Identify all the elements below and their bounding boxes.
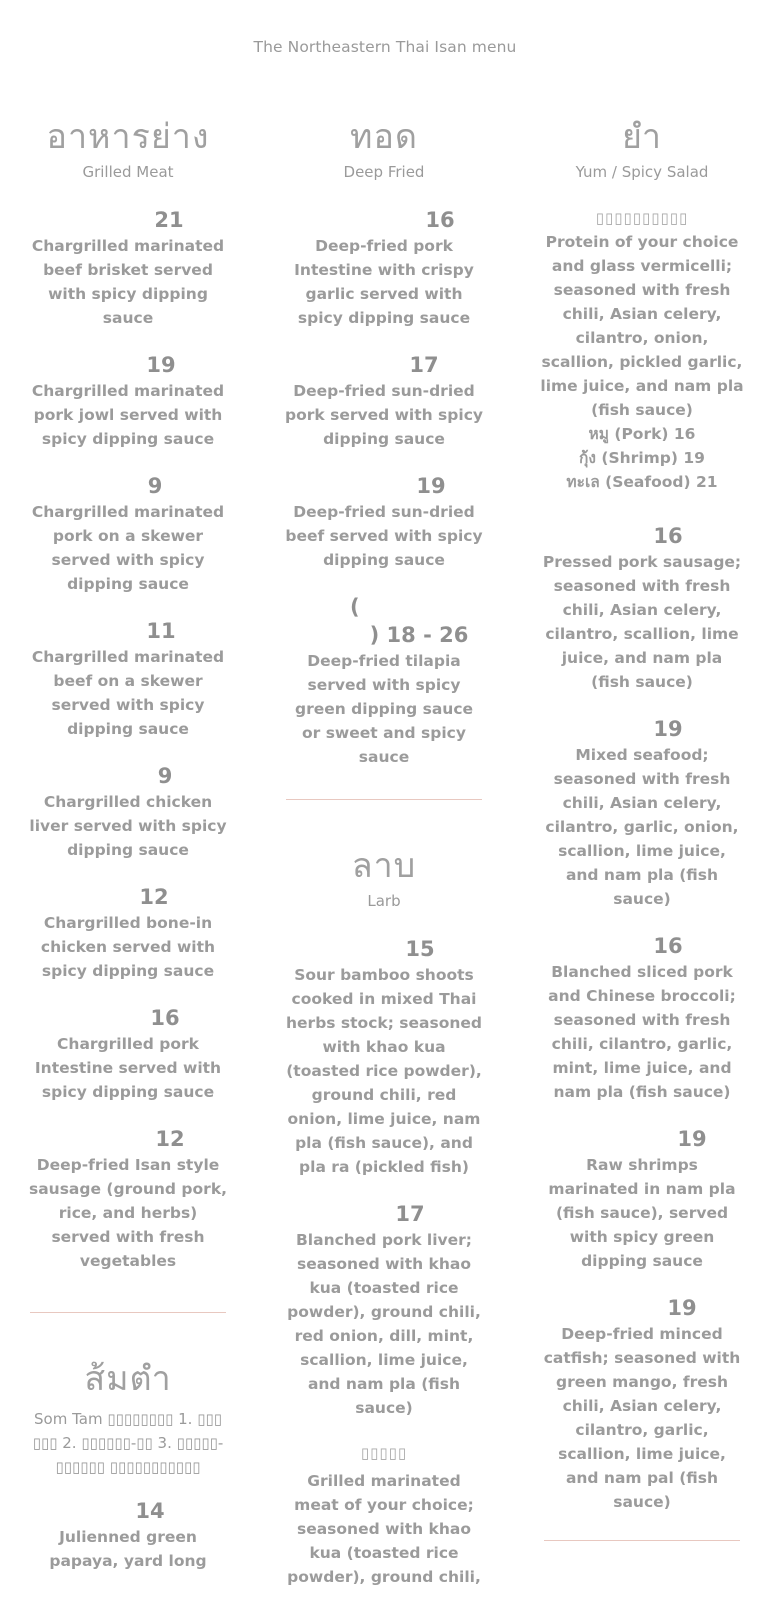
item-variant: ทะเล (Seafood) 21 [566,473,718,491]
menu-item [284,351,484,451]
item-price: 16 [150,1006,180,1030]
category-thai-title: ส้มตำ [84,1359,172,1399]
item-description: Blanched pork liver; seasoned with khao kua (toasted rice powder), ground chili, red onion, dill, mint, scallion, lime juice, and nam pla (fish sauce) [287,1231,481,1417]
menu-item [28,1497,228,1573]
item-price: 17 [409,353,439,377]
item-price: 19 [146,353,176,377]
menu-item [28,351,228,451]
item-price: 9 [157,764,173,788]
category-title: Deep Fried [343,163,425,181]
item-thai-name: ▯▯▯▯▯▯▯▯▯▯ [595,209,689,227]
item-price: 11 [146,619,176,643]
category-subtitle: Som Tam ▯▯▯▯▯▯▯▯ 1. ▯▯▯ ▯▯▯ 2. ▯▯▯▯▯▯-▯▯ 3. ▯▯▯▯▯-▯▯▯▯▯▯ ▯▯▯▯▯▯▯▯▯▯▯ [32,1410,224,1476]
item-description: Chargrilled marinated beef brisket served with spicy dipping sauce [31,237,225,327]
item-description: Sour bamboo shoots cooked in mixed Thai herbs stock; seasoned with khao kua (toasted rice powder), ground chili, red onion, lime juice, nam pla (fish sauce), and pla ra (pickled fish) [286,966,482,1176]
item-price: ) 18 - 26 [369,623,469,647]
menu-item [28,206,228,330]
item-description: Deep-fried pork Intestine with crispy garlic served with spicy dipping sauce [294,237,474,327]
item-description: Chargrilled marinated pork jowl served with spicy dipping sauce [31,382,225,448]
item-description: Deep-fried sun-dried pork served with spicy dipping sauce [285,382,483,448]
item-price: 19 [667,1296,697,1320]
item-description: Chargrilled pork Intestine served with spicy dipping sauce [34,1035,222,1101]
item-price: 16 [653,934,683,958]
item-price: 12 [139,885,169,909]
category-title: Yum / Spicy Salad [575,163,709,181]
menu-item [284,935,484,1179]
item-description: Chargrilled chicken liver served with spicy dipping sauce [29,793,227,859]
category-title: Grilled Meat [82,163,174,181]
item-price: 15 [405,937,435,961]
menu-item [28,762,228,862]
menu-item [540,522,744,694]
menu-item [284,1441,484,1589]
item-description: Deep-fried sun-dried beef served with spicy dipping sauce [285,503,483,569]
item-price: 21 [154,208,184,232]
item-description: Chargrilled bone-in chicken served with spicy dipping sauce [40,914,216,980]
category-thai-title: ยำ [621,117,662,157]
item-price: 14 [135,1499,165,1523]
item-variant: กุ้ง (Shrimp) 19 [579,449,705,467]
item-description: Julienned green papaya, yard long [49,1528,207,1570]
section-divider [30,1312,226,1313]
menu-item [284,593,484,769]
menu-item [28,1004,228,1104]
item-price: 19 [677,1127,707,1151]
item-description: Chargrilled marinated beef on a skewer served with spicy dipping sauce [31,648,225,738]
menu-item [284,472,484,572]
item-description: Chargrilled marinated pork on a skewer served with spicy dipping sauce [31,503,225,593]
item-price: 17 [395,1202,425,1226]
page-title: The Northeastern Thai Isan menu [253,38,517,56]
item-description: Mixed seafood; seasoned with fresh chili, Asian celery, cilantro, garlic, onion, scallion, lime juice, and nam pla (fish sauce) [545,746,739,908]
item-description: Blanched sliced pork and Chinese broccoli; seasoned with fresh chili, cilantro, garlic, mint, lime juice, and nam pla (fish sauce) [548,963,736,1101]
item-description: Deep-fried minced catfish; seasoned with green mango, fresh chili, Asian celery, cilantro, garlic, scallion, lime juice, and nam pal (fish sauce) [543,1325,741,1511]
category-thai-title: ลาบ [351,846,417,886]
menu-item [540,1125,744,1273]
item-price: 16 [653,524,683,548]
item-description: Pressed pork sausage; seasoned with fresh chili, Asian celery, cilantro, scallion, lime juice, and nam pla (fish sauce) [542,553,742,691]
category-title: Larb [367,892,401,910]
menu-item [28,883,228,983]
menu-item [540,206,744,494]
menu-item [540,932,744,1104]
menu-item [540,715,744,911]
item-price-prefix: ( [350,595,360,619]
item-price: 9 [147,474,163,498]
item-description: Deep-fried Isan style sausage (ground pork, rice, and herbs) served with fresh vegetables [28,1156,228,1270]
section-divider [286,799,482,800]
menu-item [284,206,484,330]
menu-item [28,472,228,596]
menu-item [540,1294,744,1514]
menu-item [28,1125,228,1273]
item-price: 19 [416,474,446,498]
menu-item [28,617,228,741]
item-description: Raw shrimps marinated in nam pla (fish sauce), served with spicy green dipping sauce [548,1156,736,1270]
menu-item [284,1200,484,1420]
category-thai-title: อาหารย่าง [46,117,210,157]
column-deep-fried [284,115,484,1610]
item-price: 12 [155,1127,185,1151]
item-description: Deep-fried tilapia served with spicy green dipping sauce or sweet and spicy sauce [294,652,474,766]
item-price: 19 [653,717,683,741]
column-yum-spicy-salad [540,115,744,1581]
item-description: Grilled marinated meat of your choice; seasoned with khao kua (toasted rice powder), ground chili, [287,1472,481,1586]
category-thai-title: ทอด [350,117,418,157]
item-thai-name: ▯▯▯▯▯ [360,1444,408,1462]
section-divider [544,1540,740,1541]
item-price: 16 [425,208,455,232]
item-variant: หมู (Pork) 16 [588,425,696,443]
column-grilled-meat [28,115,228,1594]
item-description: Protein of your choice and glass vermicelli; seasoned with fresh chili, Asian celery, cilantro, onion, scallion, pickled garlic, lime juice, and nam pla (fish sauce) [540,233,744,419]
